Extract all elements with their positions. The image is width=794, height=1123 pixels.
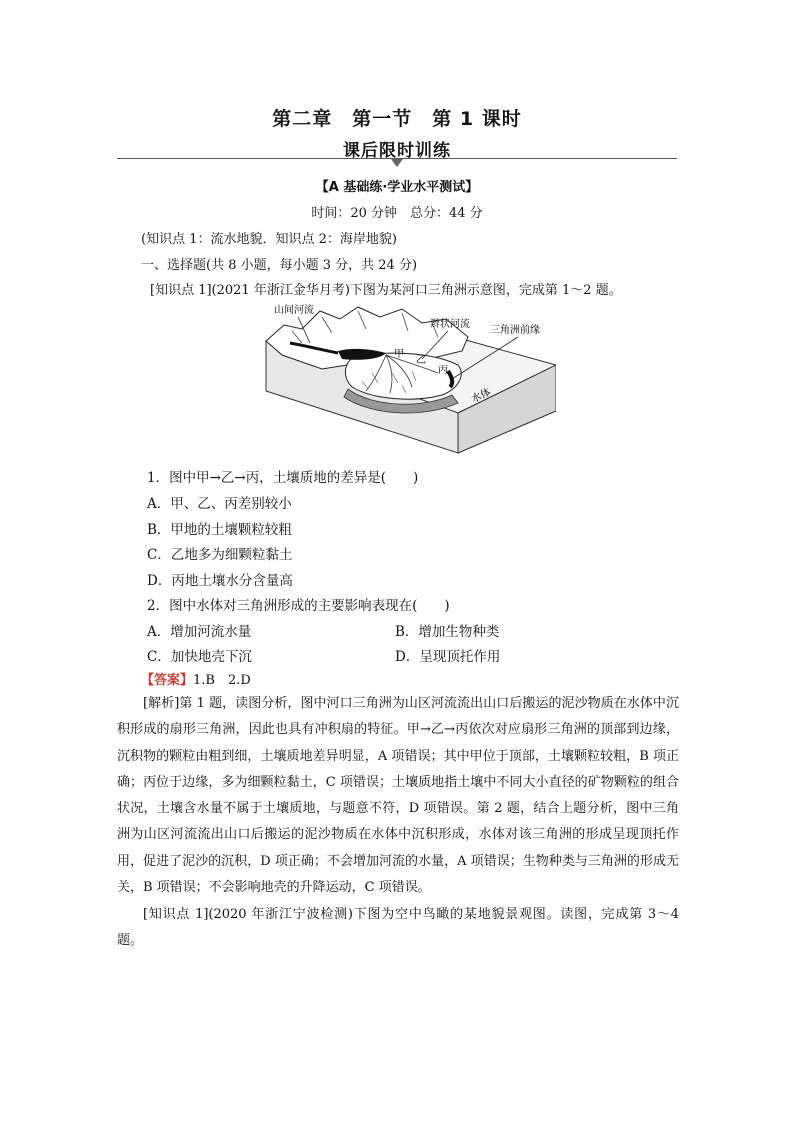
answer-text: 1.B 2.D	[193, 673, 251, 688]
knowledge-points: (知识点 1：流水地貌．知识点 2：海岸地貌)	[141, 232, 397, 247]
delta-fan	[345, 353, 461, 399]
analysis-block	[117, 691, 679, 901]
time-info: 时间：20 分钟 总分：44 分	[311, 206, 483, 221]
label-yi: 乙	[416, 355, 426, 366]
question-1-option-a[interactable]: A．甲、乙、丙差别较小	[147, 496, 292, 512]
question-2-option-b[interactable]: B．增加生物种类	[395, 624, 500, 640]
part-heading: 一、选择题(共 8 小题，每小题 3 分，共 24 分)	[141, 258, 418, 273]
question-2-option-d[interactable]: D．呈现顶托作用	[395, 649, 501, 665]
label-bing: 丙	[438, 365, 448, 376]
question-1-option-c[interactable]: C．乙地多为细颗粒黏土	[147, 547, 293, 563]
page-title: 第二章 第一节 第 1 课时	[272, 108, 522, 130]
page-subtitle: 课后限时训练	[343, 141, 451, 161]
question-1-option-b[interactable]: B．甲地的土壤颗粒较粗	[147, 522, 292, 538]
question-2-option-a[interactable]: A．增加河流水量	[147, 624, 252, 640]
section-label: 【A 基础练·学业水平测试】	[315, 180, 479, 195]
delta-figure	[262, 303, 556, 455]
question-1-option-d[interactable]: D．丙地土壤水分含量高	[147, 573, 293, 589]
label-braided-river: 辫状河流	[430, 319, 470, 330]
answer-line	[141, 669, 251, 688]
label-jia: 甲	[394, 349, 404, 360]
label-delta-front: 三角洲前缘	[490, 325, 540, 336]
question-intro-1: [知识点 1](2021 年浙江金华月考)下图为某河口三角洲示意图，完成第 1～2 题。	[150, 283, 622, 298]
question-intro-2-block	[117, 902, 679, 955]
label-water-body: 水体	[469, 387, 493, 406]
answer-tag: 【答案】	[141, 673, 194, 688]
label-mountain-river: 山间河流	[274, 305, 314, 316]
question-2-stem: 2．图中水体对三角洲形成的主要影响表现在( )	[147, 598, 450, 614]
question-2-option-c[interactable]: C．加快地壳下沉	[147, 649, 252, 665]
question-intro-2: [知识点 1](2020 年浙江宁波检测)下图为空中鸟瞰的某地貌景观图。读图，完成第 3～4 题。	[117, 907, 679, 949]
analysis-text: [解析]第 1 题，读图分析，图中河口三角洲为山区河流流出山口后搬运的泥沙物质在水体中沉积形成的扇形三角洲，因此也具有冲积扇的特征。甲→乙→丙依次对应扇形三角洲的顶部到边缘，沉积物的颗粒由粗到细，土壤质地差异明显，A 项错误；其中甲位于顶部，土壤颗粒较粗，B 项正确；丙位于边缘，多为细颗粒黏土，C 项错误；土壤质地指土壤中不同大小直径的矿物颗粒的组合状况，土壤含水量不属于土壤质地，与题意不符，D 项错误。第 2 题，结合上题分析，图中三角洲为山区河流流出山口后搬运的泥沙物质在水体中沉积形成，水体对该三角洲的形成呈现顶托作用，促进了泥沙的沉积，D 项正确；不会增加河流的水量，A 项错误；生物种类与三角洲的形成无关，B 项错误；不会影响地壳的升降运动，C 项错误。	[117, 696, 679, 896]
question-1-stem: 1．图中甲→乙→丙，土壤质地的差异是( )	[147, 470, 419, 486]
divider-triangle-icon	[391, 159, 403, 167]
